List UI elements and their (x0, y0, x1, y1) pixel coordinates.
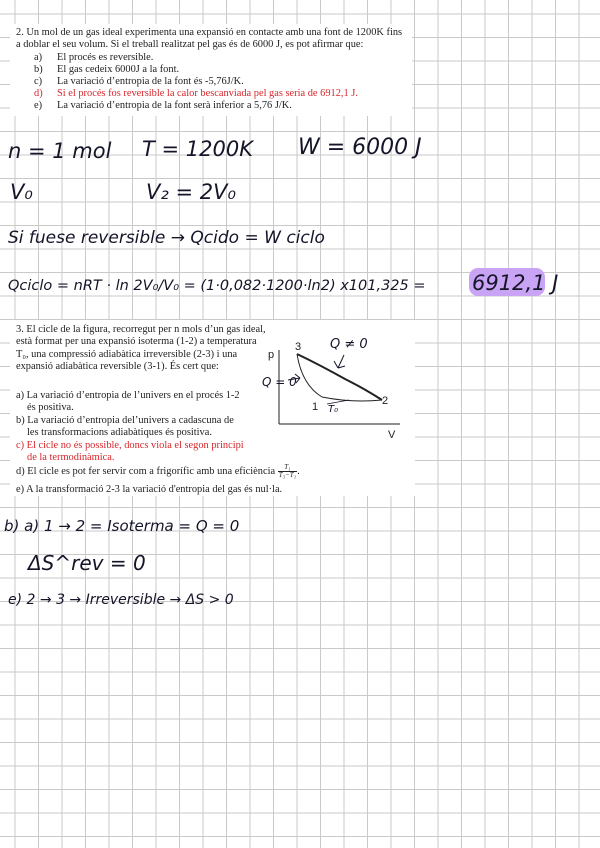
note-n: n = 1 mol (8, 139, 112, 163)
question-2-stem: 2. Un mol de un gas ideal experimenta una expansió en contacte amb una font de 1200K fins a doblar el seu volum. Si el treball realitzat pel gas és de 6000 J, es pot afirmar que: (16, 27, 403, 51)
point-1-label: 1 (312, 401, 319, 413)
point-3-label: 3 (295, 341, 302, 353)
option-3d: d) El cicle es pot fer servir com a frigorífic amb una eficiència $\frac{\text{T₁}}{\text{T₃−T₁}}$ . (16, 463, 300, 479)
note-V0: V₀ (10, 180, 33, 204)
axis-v-label: V (388, 429, 396, 441)
point-2-label: 2 (382, 395, 389, 407)
note-calculation: Qciclo = nRT · ln 2V₀/V₀ = (1·0,082·1200·ln2) x101,325 = (8, 278, 426, 294)
axis-p-label: p (268, 349, 275, 361)
option-3e: e) A la transformació 2-3 la variació d'entropia del gas és nul·la. (16, 484, 283, 495)
note-q-zero: Q = 0 (262, 375, 297, 389)
note-V2: V₂ = 2V₀ (146, 180, 236, 204)
option-3a: a) La variació d’entropia de l’univers en el procés 1-2 és positiva. (16, 390, 240, 414)
option-e: e) La variació d’entropia de la font serà inferior a 5,76 J/K. (34, 100, 292, 111)
option-3c-correct: c) El cicle no és possible, doncs viola el segon principi de la termodinàmica. (16, 440, 244, 464)
note3-line2: ΔS^rev = 0 (28, 551, 146, 575)
note-result: 6912,1 J (472, 271, 559, 295)
note-t0: T₀ (328, 404, 339, 415)
question-3-stem: 3. El cicle de la figura, recorregut per n mols d’un gas ideal, està format per una expansió isoterma (1-2) a temperatura T₀, una compressió adiabàtica irreversible (2-3) i una expansió adiabàtica reversible (3-1). És cert que: (16, 324, 266, 373)
note-reversible: Si fuese reversible → Qcido = W ciclo (8, 228, 325, 248)
note3-line3: e) 2 → 3 → Irreversible → ΔS > 0 (8, 592, 234, 608)
option-b: b) El gas cedeix 6000J a la font. (34, 64, 180, 75)
option-c: c) La variació d’entropia de la font és -5,76J/K. (34, 76, 244, 87)
efficiency-fraction: $\frac{\text{T₁}}{\text{T₃−T₁}}$ (278, 463, 297, 479)
option-a: a) El procés es reversible. (34, 52, 154, 63)
option-d-correct: d) Si el procés fos reversible la calor bescanviada pel gas seria de 6912,1 J. (34, 88, 358, 99)
note-q-nonzero: Q ≠ 0 (330, 337, 368, 352)
option-3b: b) La variació d’entropia del’univers a cadascuna de les transformacions adiabàtiques és positiva. (16, 415, 234, 439)
note3-line1: b) a) 1 → 2 = Isoterma = Q = 0 (4, 517, 240, 535)
note-W: W = 6000 J (298, 135, 422, 160)
note-T: T = 1200K (142, 137, 253, 161)
